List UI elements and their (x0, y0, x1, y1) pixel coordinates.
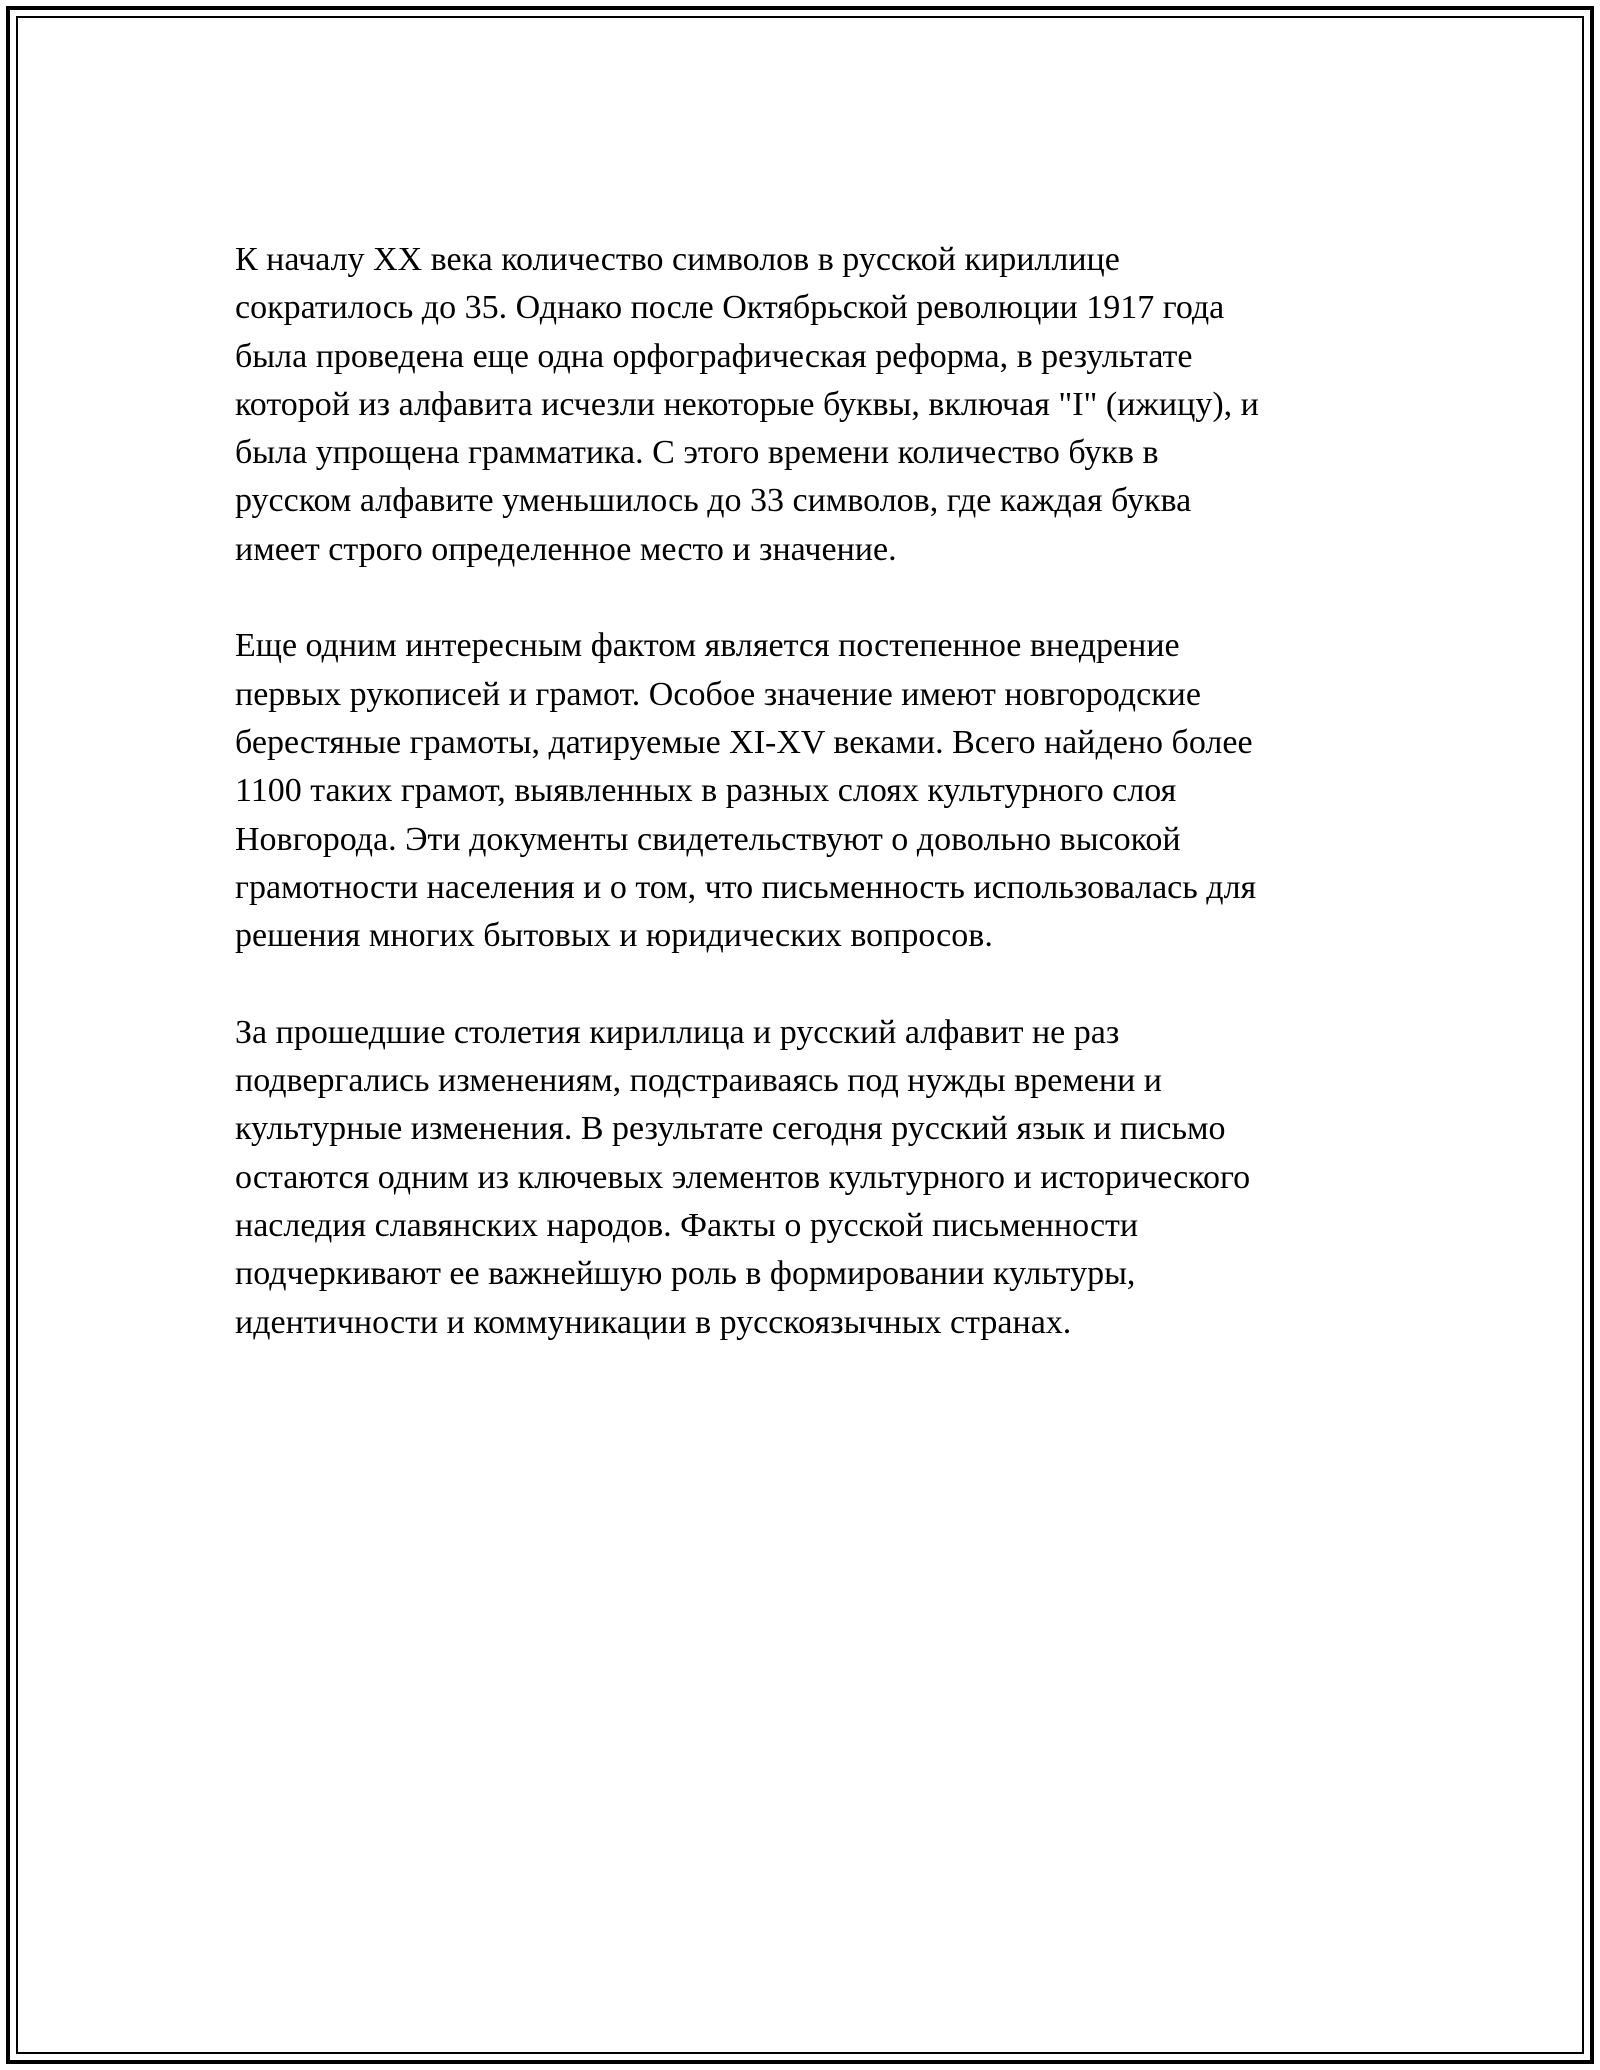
paragraph-birch-bark-letters: Еще одним интересным фактом является постепенное внедрение первых рукописей и грамот. Особое значение имеют новгородские берестяные грамоты, датируемые XI-XV веками. Всего найдено более 1100 таких грамот, выявленных в разных слоях культурного слоя Новгорода. Эти документы свидетельствуют о довольно высокой грамотности населения и о том, что письменность использовалась для решения многих бытовых и юридических вопросов. (235, 627, 1257, 955)
paragraph-conclusion: За прошедшие столетия кириллица и русский алфавит не раз подвергались изменениям, подстраиваясь под нужды времени и культурные изменения. В результате сегодня русский язык и письмо остаются одним из ключевых элементов культурного и исторического наследия славянских народов. Факты о русской письменности подчеркивают ее важнейшую роль в формировании культуры, идентичности и коммуникации в русскоязычных странах. (235, 1013, 1251, 1341)
paragraph-reform-1917: К началу XX века количество символов в русской кириллице сократилось до 35. Однако после Октябрьской революции 1917 года была проведена еще одна орфографическая реформа, в результате которой из алфавита исчезли некоторые буквы, включая "I" (ижицу), и была упрощена грамматика. С этого времени количество букв в русском алфавите уменьшилось до 33 символов, где каждая буква имеет строго определенное место и значение. (235, 241, 1259, 568)
document-body (235, 236, 1365, 1395)
